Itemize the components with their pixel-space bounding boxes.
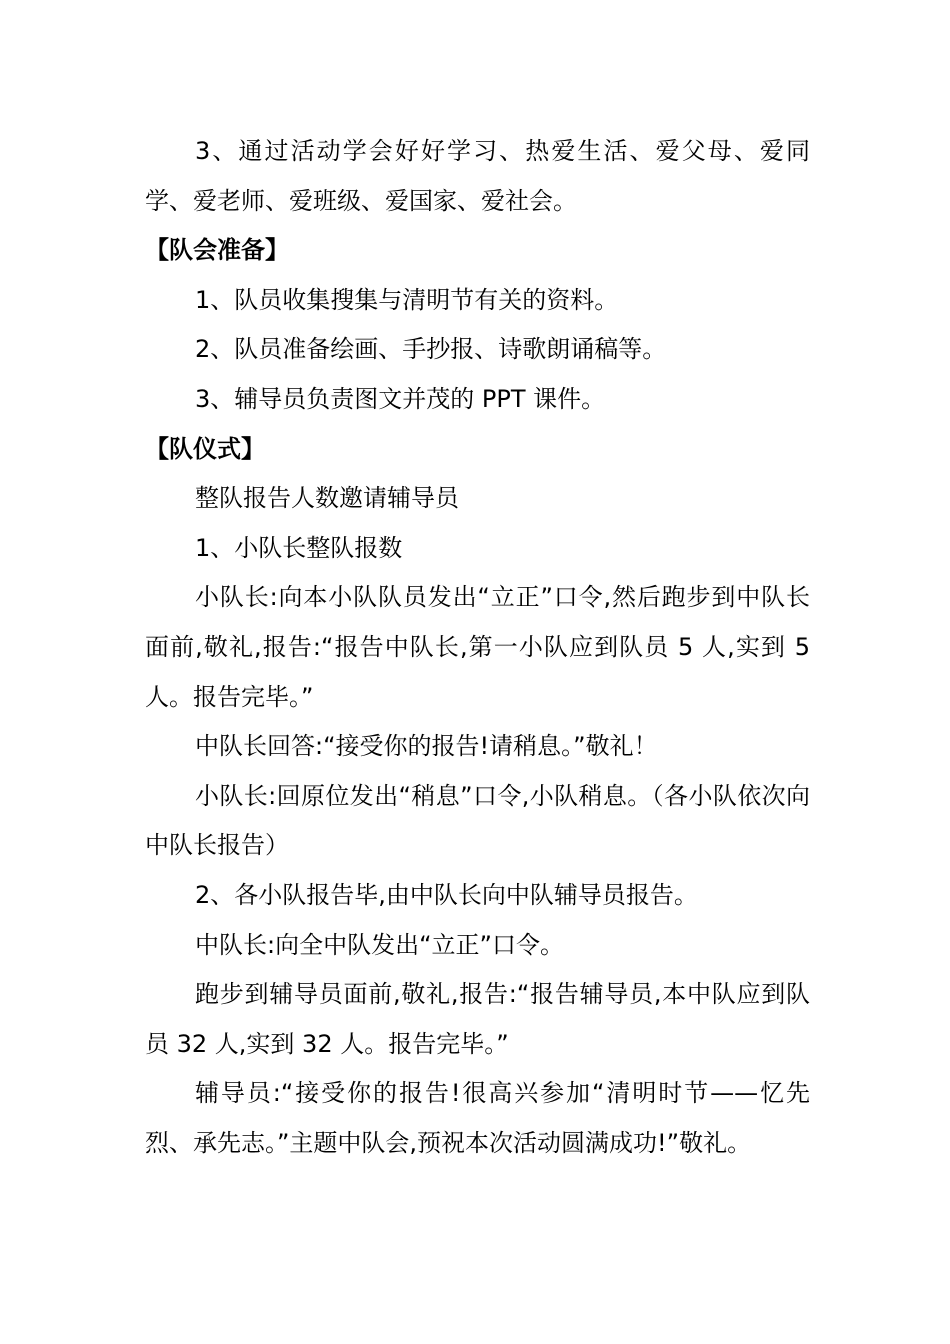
- paragraph-prep-3: 3、辅导员负责图文并茂的 PPT 课件。: [195, 384, 606, 413]
- paragraph-ceremony-step-2: 2、各小队报告毕,由中队长向中队辅导员报告。: [195, 880, 698, 909]
- paragraph-captain-report: 跑步到辅导员面前,敬礼,报告:“报告辅导员,本中队应到队员 32 人,实到 32 人。报告完毕。”: [145, 980, 810, 1058]
- paragraph-squad-leader-rest: 小队长:回原位发出“稍息”口令,小队稍息。（各小队依次向中队长报告）: [145, 781, 810, 860]
- paragraph-captain-reply: 中队长回答:“接受你的报告!请稍息。”敬礼！: [195, 732, 658, 761]
- paragraph-prep-1: 1、队员收集搜集与清明节有关的资料。: [195, 285, 619, 314]
- document-body: [145, 127, 810, 1168]
- paragraph-counselor-reply: 辅导员:“接受你的报告!很高兴参加“清明时节——忆先烈、承先志。”主题中队会,预祝本次活动圆满成功!”敬礼。: [145, 1079, 810, 1157]
- section-heading-preparation: 【队会准备】: [145, 236, 289, 265]
- section-heading-ceremony: 【队仪式】: [145, 434, 265, 463]
- paragraph-ceremony-step-1: 1、小队长整队报数: [195, 533, 403, 562]
- paragraph-squad-leader-report: 小队长:向本小队队员发出“立正”口令,然后跑步到中队长面前,敬礼,报告:“报告中队长,第一小队应到队员 5 人,实到 5 人。报告完毕。”: [145, 583, 810, 711]
- paragraph-ceremony-intro: 整队报告人数邀请辅导员: [195, 484, 459, 513]
- paragraph-prep-2: 2、队员准备绘画、手抄报、诗歌朗诵稿等。: [195, 335, 667, 364]
- paragraph-captain-command: 中队长:向全中队发出“立正”口令。: [195, 930, 564, 959]
- paragraph-goal-3: 3、通过活动学会好好学习、热爱生活、爱父母、爱同学、爱老师、爱班级、爱国家、爱社会。: [145, 137, 810, 215]
